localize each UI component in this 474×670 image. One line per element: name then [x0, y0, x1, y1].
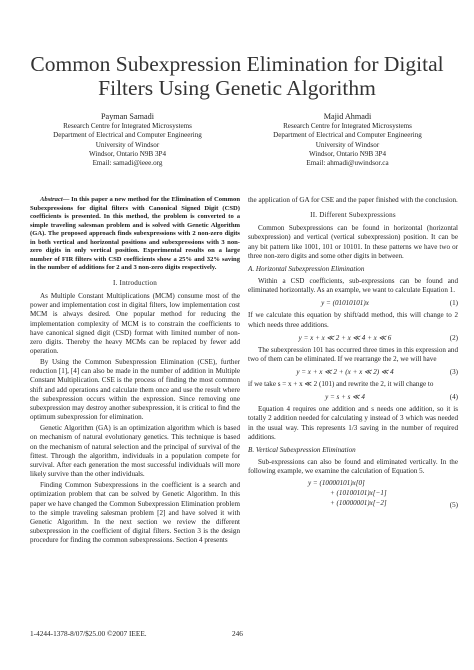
subsection-heading: A. Horizontal Subexpression Elimination — [248, 264, 365, 273]
affiliation-line: Research Centre for Integrated Microsystems — [283, 122, 412, 131]
equation-body: y = s + s ≪ 4 — [325, 393, 365, 402]
affiliation-line: University of Windsor — [95, 140, 160, 149]
author-email: Email: samadi@ieee.org — [92, 159, 163, 168]
paragraph: As Multiple Constant Multiplications (MCM) consume most of the power and implementation cost in digital filters, low implementation cost MCM is always desired. One popular method for reducing the implementation complexity of MCM is to constrain the coefficients to have canonical signed digit (CSD) format with limited number of non-zero digits. Thereby the heavy MCMs can be replaced by fewer add operation. — [30, 292, 240, 356]
section-heading: I. Introduction — [113, 278, 157, 287]
equation-line: + (10100101)x[−1] — [330, 489, 387, 498]
author-block-2 — [240, 112, 455, 168]
equation-body: y = x + x ≪ 2 + x ≪ 4 + x ≪ 6 — [298, 333, 392, 342]
paragraph: Within a CSD coefficients, sub-expressions can be found and eliminated horizontally. As an example, we want to calculate Equation 1. — [248, 277, 458, 295]
equation-line: y = (10000101)x[0] — [308, 479, 365, 488]
paragraph: Sub-expressions can also be found and eliminated vertically. In the following example, we examine the calculation of Equation 5. — [248, 457, 458, 476]
equation-number: (5) — [449, 501, 458, 510]
equation-number: (1) — [449, 299, 458, 308]
equation-line: + (10000001)x[−2] — [330, 499, 387, 508]
copyright-notice: 1-4244-1378-8/07/$25.00 ©2007 IEEE. — [30, 629, 147, 638]
right-column — [248, 196, 458, 512]
affiliation-line: Department of Electrical and Computer Engineering — [53, 131, 202, 140]
author-name: Majid Ahmadi — [323, 112, 372, 121]
affiliation-line: University of Windsor — [315, 140, 380, 149]
equation-4 — [248, 391, 458, 405]
affiliation-line: Windsor, Ontario N9B 3P4 — [88, 149, 167, 158]
equation-number: (4) — [449, 393, 458, 402]
author-name: Payman Samadi — [101, 112, 154, 121]
equation-number: (2) — [449, 333, 458, 342]
abstract-text: — In this paper a new method for the Elimination of Common Subexpressions for digital filters with Canonical Signed Digit (CSD) coefficients is presented. In this method, the problem is converted to a simple traveling salesman problem and is solved with Genetic Algorithm (GA). The proposed approach finds subexpressions with 2 non-zero digits in both vertical and horizontal positions and subexpressions with 3 non-zero digits in only vertical position. Experimental results on a large number of FIR filters with CSD coefficients show a 25% and 32% saving in the number of additions for 2 and 3 non-zero digits respectively. — [30, 196, 240, 272]
paragraph: if we take s = x + x ≪ 2 (101) and rewrite the 2, it will change to — [248, 380, 434, 389]
equation-5 — [248, 478, 458, 512]
paragraph: Common Subexpressions can be found in horizontal (horizontal subexpression) and vertical (vertical subexpression) position. It can be any bit pattern like 1001, 101 or 10101. In these patterns we have two or three non-zero digits and some other digits in between. — [248, 224, 458, 260]
subsection-heading: B. Vertical Subexpression Elimination — [248, 445, 356, 454]
paragraph: Finding Common Subexpressions in the coefficient is a search and optimization problem that can be solved by Genetic Algorithm. In this paper we have changed the Common Subexpression Elimination problem to the simple traveling salesman problem [2] and have solved it with Genetic Algorithm. In the next section we review the different subexpression in the coefficient of digital filters. Section 3 is the design procedure for finding the common subexpressions. Section 4 presents — [30, 481, 240, 545]
paper-title: Common Subexpression Elimination for Digital Filters Using Genetic Algorithm — [30, 52, 444, 100]
paragraph: Equation 4 requires one addition and s needs one addition, so it is totally 2 addition needed for calculating y instead of 3 which was needed in the usual way. This represents 1/3 saving in the number of required additions. — [248, 405, 458, 441]
affiliation-line: Windsor, Ontario N9B 3P4 — [308, 149, 387, 158]
equation-number: (3) — [449, 368, 458, 377]
author-block-1 — [20, 112, 235, 168]
paragraph: If we calculate this equation by shift/add method, this will change to 2 which needs three additions. — [248, 311, 458, 329]
paragraph: The subexpression 101 has occurred three times in this expression and two of them can be eliminated. If we rearrange the 2, we will have — [248, 345, 458, 363]
page-number: 246 — [232, 629, 243, 638]
section-heading: II. Different Subexpressions — [310, 211, 396, 220]
left-column — [30, 196, 240, 547]
equation-body: y = (01010101)x — [321, 299, 369, 308]
affiliation-line: Research Centre for Integrated Microsystems — [63, 122, 192, 131]
equation-1 — [248, 297, 458, 311]
paragraph: Genetic Algorithm (GA) is an optimization algorithm which is based on mechanism of natural evolutionary genetics. This technique is based on the mechanism of natural selection and the principal of survival of the fittest. Through the algorithm, individuals in a population compete for survival. After each generation the most successful individuals will more likely survive than the other individuals. — [30, 424, 240, 479]
equation-3 — [248, 366, 458, 380]
paragraph: By Using the Common Subexpression Elimination (CSE), further reduction [1], [4] can also be made in the number of addition in Multiple Constant Multiplication. CSE is the process of finding the most common shift and add operations and calculate them once and use the result where the subexpression occurs within the expression. Since removing one subexpression may destroy another subexpression, it is critical to find the optimum subexpression for elimination. — [30, 358, 240, 422]
equation-body: y = x + x ≪ 2 + (x + x ≪ 2) ≪ 4 — [296, 368, 394, 377]
author-email: Email: ahmadi@uwindsor.ca — [306, 159, 389, 168]
abstract-label: Abstract — [40, 196, 63, 203]
paragraph: the application of GA for CSE and the paper finished with the conclusion. — [248, 196, 458, 204]
affiliation-line: Department of Electrical and Computer Engineering — [273, 131, 422, 140]
abstract — [30, 196, 240, 273]
equation-2 — [248, 332, 458, 346]
